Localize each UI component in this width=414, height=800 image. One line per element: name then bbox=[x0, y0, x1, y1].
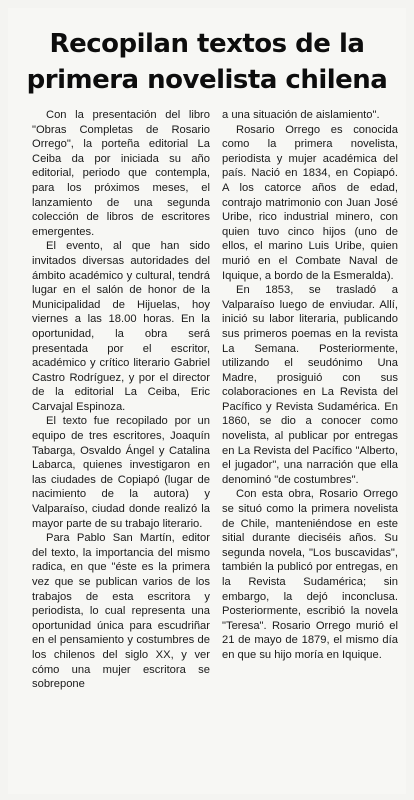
paragraph: Con esta obra, Rosario Orrego se situó como la primera novelista de Chile, manteniéndose en este sitial durante dieciséis años. Su segunda novela, "Los buscavidas", también la publicó por entregas, en la Revista Sudamérica; sin embargo, la dejó inconclusa. Posteriormente, escribió la novela "Teresa". Rosario Orrego murió el 21 de mayo de 1879, el mismo día en que su hijo moría en Iquique. bbox=[222, 488, 398, 661]
paragraph: Con la presentación del libro "Obras Completas de Rosario Orrego", la porteña editorial La Ceiba da por iniciada su año editorial, periodo que contempla, para los próximos meses, el lanzamiento de una segunda colección de libros de escritores emergentes. bbox=[32, 109, 210, 238]
article-headline bbox=[8, 26, 406, 98]
paragraph: En 1853, se trasladó a Valparaíso luego de enviudar. Allí, inició su labor literaria, publicando sus primeros poemas en la revista La Semana. Posteriormente, utilizando el seudónimo Una Madre, prosiguió con sus colaboraciones en La Revista del Pacífico y Revista Sudamérica. En 1860, se dio a conocer como novelista, al publicar por entregas en La Revista del Pacífico "Alberto, el jugador", una narración que ella denominó "de costumbres". bbox=[222, 284, 398, 486]
paragraph: Para Pablo San Martín, editor del texto, la importancia del mismo radica, en que "éste es la primera vez que se publican varios de los trabajos de esta escritora y periodista, lo cual representa una oportunidad única para escudriñar en el pensamiento y costumbres de los chilenos del siglo XX, y ver cómo una mujer escritora se sobrepone bbox=[32, 532, 210, 691]
headline-line-2: primera novelista chilena bbox=[26, 65, 388, 95]
paragraph: El texto fue recopilado por un equipo de tres escritores, Joaquín Tabarga, Osvaldo Ángel y Catalina Labarca, quienes investigaron en las ciudades de Copiapó (lugar de nacimiento de la autora) y Valparaíso, ciudad donde realizó la mayor parte de su trabajo literario. bbox=[32, 415, 210, 530]
headline-line-1: Recopilan textos de la bbox=[49, 29, 365, 59]
paragraph: Rosario Orrego es conocida como la primera novelista, periodista y mujer académica del país. Nació en 1834, en Copiapó. A los catorce años de edad, contrajo matrimonio con Juan José Uribe, rico industrial minero, con quien tuvo cinco hijos (uno de ellos, el marino Luis Uribe, quien murió en el Combate Naval de Iquique, a bordo de la Esmeralda). bbox=[222, 123, 398, 282]
paragraph: El evento, al que han sido invitados diversas autoridades del ámbito académico y cultural, tendrá lugar en el salón de honor de la Municipalidad de Hijuelas, hoy viernes a las 18.00 horas. En la oportunidad, la obra será presentada por el escritor, académico y crítico literario Gabriel Castro Rodríguez, y por el director de la editorial La Ceiba, Eric Carvajal Espinoza. bbox=[32, 240, 210, 413]
newspaper-clipping bbox=[8, 8, 406, 794]
right-column bbox=[222, 108, 398, 663]
paragraph: a una situación de aislamiento". bbox=[222, 109, 380, 121]
left-column bbox=[32, 108, 210, 692]
